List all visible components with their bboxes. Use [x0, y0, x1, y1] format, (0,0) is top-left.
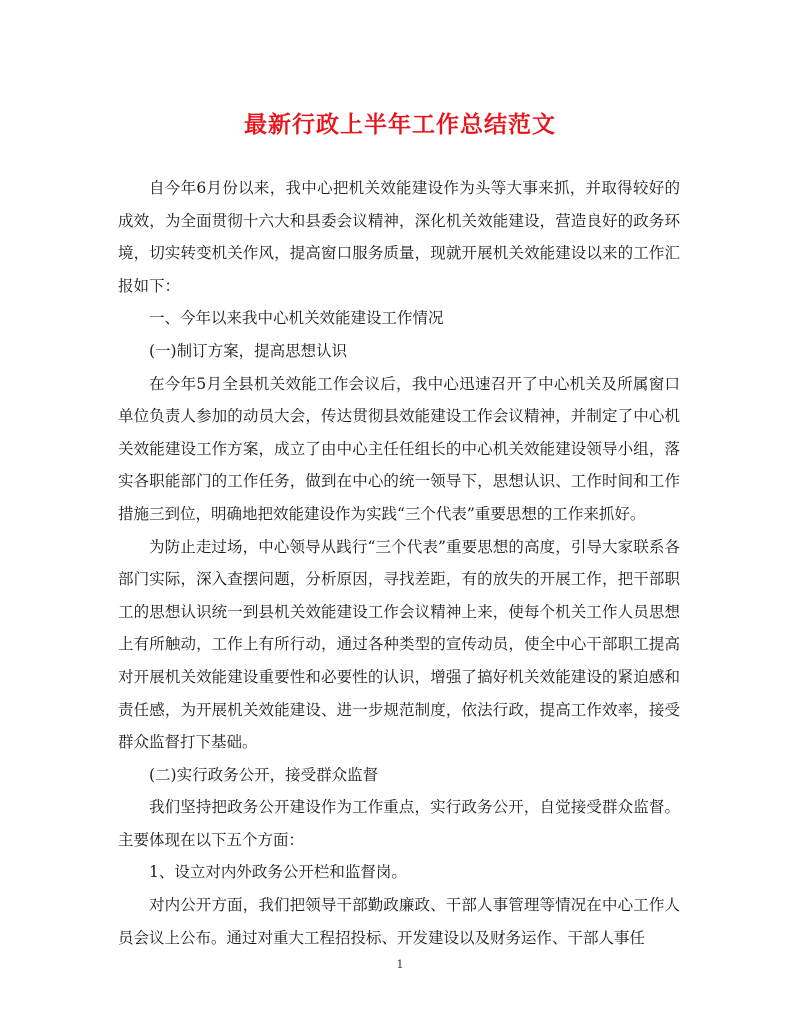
list-item-heading: 1、设立对内外政务公开栏和监督岗。	[149, 863, 407, 882]
document-body	[118, 172, 680, 954]
paragraph: 对内公开方面，我们把领导干部勤政廉政、干部人事管理等情况在中心工作人员会议上公布。通过对重大工程招投标、开发建设以及财务运作、干部人事任	[118, 896, 680, 947]
section-heading-1: 一、今年以来我中心机关效能建设工作情况	[149, 309, 444, 328]
document-title: 最新行政上半年工作总结范文	[244, 111, 556, 138]
paragraph: 我们坚持把政务公开建设作为工作重点，实行政务公开，自觉接受群众监督。主要体现在以下五个方面：	[118, 798, 680, 849]
paragraph: 在今年5月全县机关效能工作会议后，我中心迅速召开了中心机关及所属窗口单位负责人参加的动员大会，传达贯彻县效能建设工作会议精神，并制定了中心机关效能建设工作方案，成立了由中心主任任组长的中心机关效能建设领导小组，落实各职能部门的工作任务，做到在中心的统一领导下，思想认识、工作时间和工作措施三到位，明确地把效能建设作为实践“三个代表”重要思想的工作来抓好。	[118, 374, 680, 523]
paragraph: 为防止走过场，中心领导从践行“三个代表”重要思想的高度，引导大家联系各部门实际，深入查摆问题，分析原因，寻找差距，有的放失的开展工作，把干部职工的思想认识统一到县机关效能建设工作会议精神上来，使每个机关工作人员思想上有所触动，工作上有所行动，通过各种类型的宣传动员，使全中心干部职工提高对开展机关效能建设重要性和必要性的认识，增强了搞好机关效能建设的紧迫感和责任感，为开展机关效能建设、进一步规范制度，依法行政，提高工作效率，接受群众监督打下基础。	[118, 537, 680, 752]
subsection-heading-2: (二)实行政务公开，接受群众监督	[149, 765, 379, 784]
paragraph-intro: 自今年6月份以来，我中心把机关效能建设作为头等大事来抓，并取得较好的成效，为全面贯彻十六大和县委会议精神，深化机关效能建设，营造良好的政务环境，切实转变机关作风，提高窗口服务质量，现就开展机关效能建设以来的工作汇报如下：	[118, 179, 680, 295]
page-number: 1	[396, 958, 404, 971]
subsection-heading-1: (一)制订方案，提高思想认识	[149, 341, 348, 360]
